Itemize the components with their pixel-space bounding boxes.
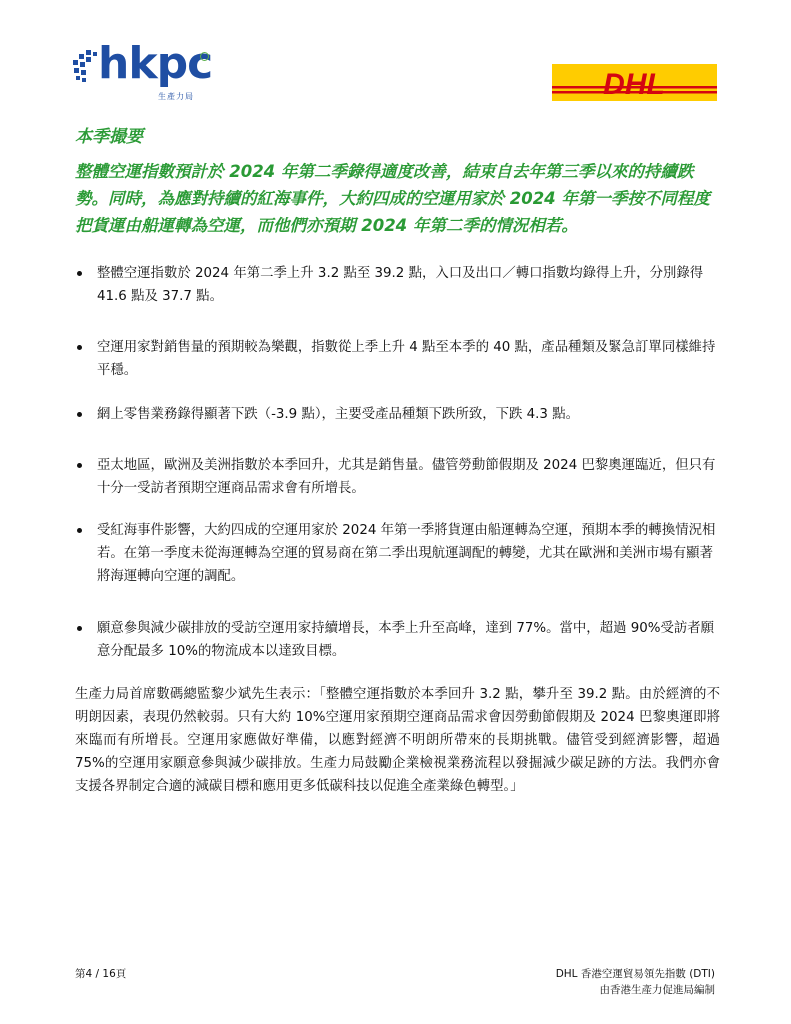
- list-item: [75, 403, 579, 426]
- list-item: [75, 454, 720, 500]
- bullet-text: 受紅海事件影響，大約四成的空運用家於 2024 年第一季將貨運由船運轉為空運，預期本季的轉換情況相若。在第一季度未從海運轉為空運的貿易商在第二季出現航運調配的轉變，尤其在歐洲和美洲市場有顯著將海運轉向空運的調配。: [97, 523, 716, 584]
- registered-mark-icon: [200, 52, 209, 61]
- bullet-text: 空運用家對銷售量的預期較為樂觀，指數從上季上升 4 點至本季的 40 點，產品種類及緊急訂單同樣維持平穩。: [97, 340, 716, 378]
- bullet-icon: [77, 345, 82, 350]
- footer-credits: [556, 966, 715, 998]
- hkpc-logo: [72, 38, 222, 108]
- dhl-logo: [552, 64, 717, 101]
- headline-paragraph: 整體空運指數預計於 2024 年第二季錄得適度改善，結束自去年第三季以來的持續跌勢。同時，為應對持續的紅海事件，大約四成的空運用家於 2024 年第一季按不同程度把貨運由船運轉為空運，而他們亦預期 2024 年第二季的情況相若。: [75, 162, 710, 235]
- dhl-logo-mark-icon: [552, 64, 717, 101]
- list-item: [75, 617, 720, 663]
- bullet-icon: [77, 626, 82, 631]
- bullet-icon: [77, 463, 82, 468]
- bullet-icon: [77, 412, 82, 417]
- bullet-text: 網上零售業務錄得顯著下跌（-3.9 點），主要受產品種類下跌所致，下跌 4.3 點。: [97, 407, 579, 422]
- bullet-icon: [77, 528, 82, 533]
- list-item: [75, 336, 720, 382]
- hkpc-subtitle: 生產力局: [158, 92, 194, 101]
- report-title: DHL 香港空運貿易領先指數 (DTI): [555, 968, 715, 980]
- page-number: 第4 / 16頁: [75, 968, 127, 980]
- section-title: 本季撮要: [75, 127, 143, 147]
- compiled-by: 由香港生產力促進局編制: [599, 984, 715, 996]
- bullet-text: 願意參與減少碳排放的受訪空運用家持續增長，本季上升至高峰，達到 77%。當中，超過 90%受訪者願意分配最多 10%的物流成本以達致目標。: [97, 621, 715, 659]
- hkpc-wordmark: hkpc: [98, 38, 213, 89]
- bullet-text: 整體空運指數於 2024 年第二季上升 3.2 點至 39.2 點，入口及出口／轉口指數均錄得上升，分別錄得 41.6 點及 37.7 點。: [97, 266, 704, 304]
- list-item: [75, 519, 720, 588]
- bullet-icon: [77, 271, 82, 276]
- quote-paragraph: 生產力局首席數碼總監黎少斌先生表示：「整體空運指數於本季回升 3.2 點，攀升至 39.2 點。由於經濟的不明朗因素，表現仍然較弱。只有大約 10%空運用家預期空運商品需求會因勞動節假期及 2024 巴黎奧運即將來臨而有所增長。空運用家應做好準備，以應對經濟不明朗所帶來的長期挑戰。儘管受到經濟影響，超過 75%的空運用家願意參與減少碳排放。生產力局鼓勵企業檢視業務流程以發掘減少碳足跡的方法。我們亦會支援各界制定合適的減碳目標和應用更多低碳科技以促進全產業綠色轉型。」: [75, 687, 720, 794]
- list-item: [75, 262, 720, 308]
- dhl-wordmark: DHL: [603, 68, 665, 101]
- bullet-text: 亞太地區，歐洲及美洲指數於本季回升，尤其是銷售量。儘管勞動節假期及 2024 巴黎奧運臨近，但只有十分一受訪者預期空運商品需求會有所增長。: [97, 458, 716, 496]
